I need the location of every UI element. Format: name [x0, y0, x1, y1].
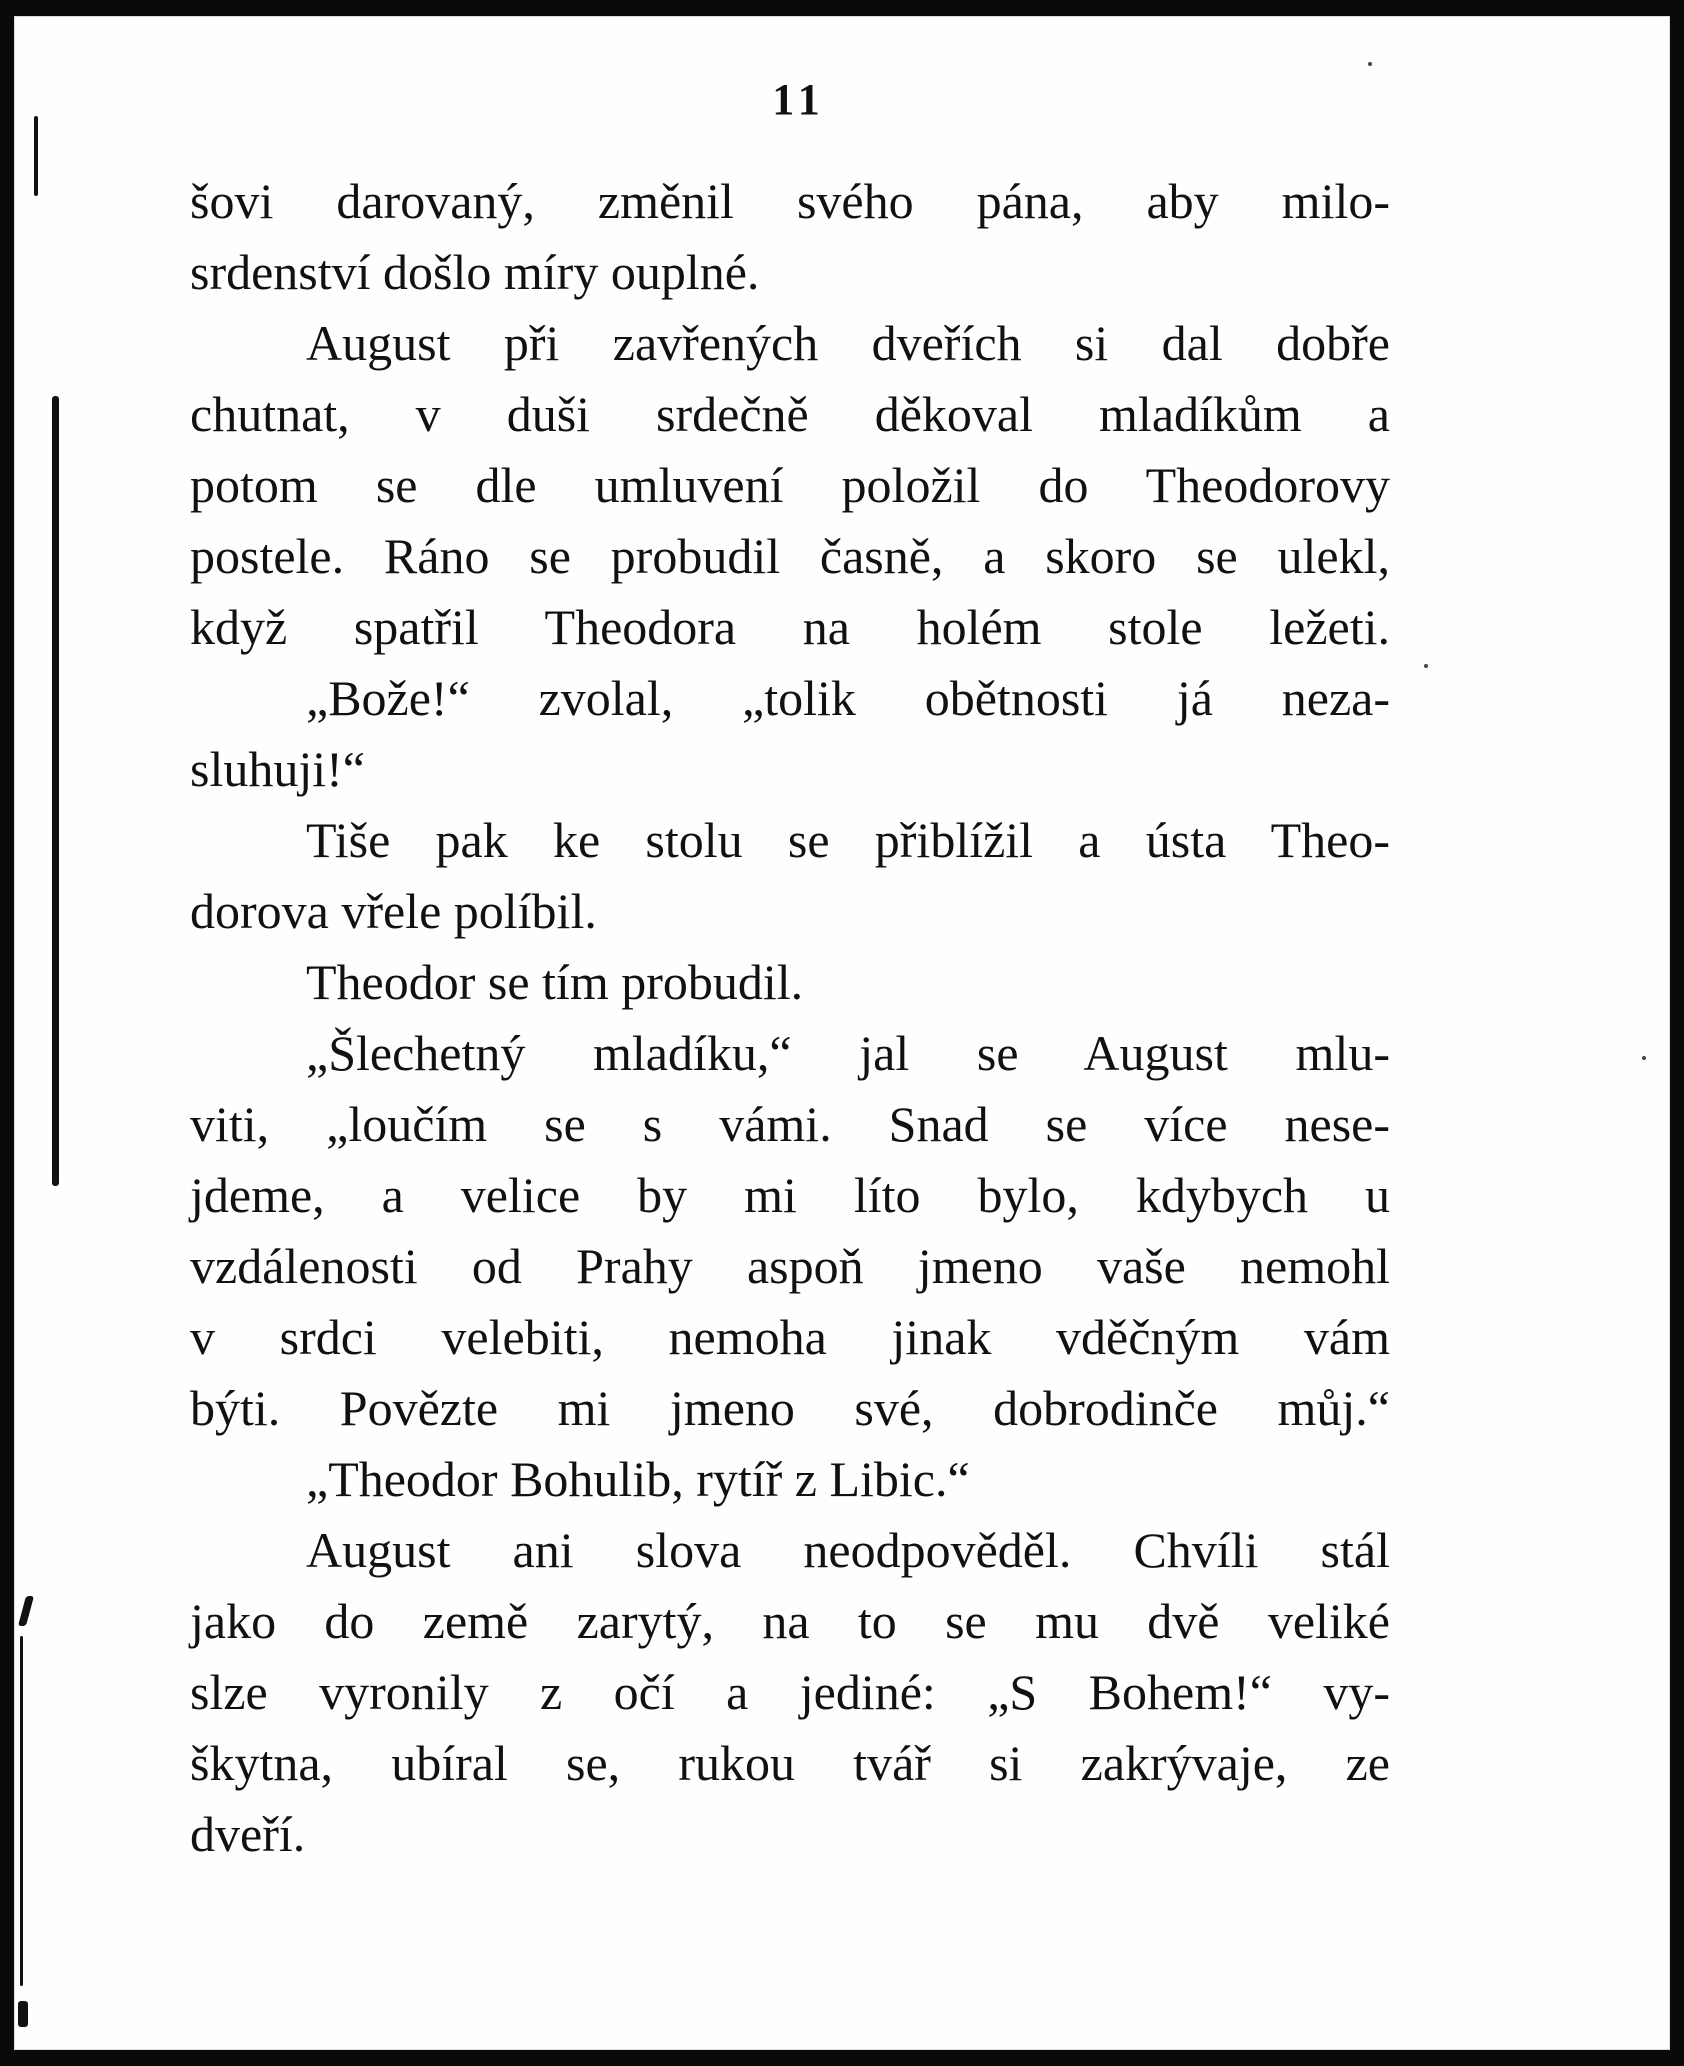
paper-speck: [1424, 664, 1428, 668]
gutter-shadow: [52, 396, 59, 1186]
text-line: srdenství došlo míry ouplné.: [190, 244, 760, 300]
book-page: [14, 16, 1670, 2050]
page-number: 11: [772, 75, 826, 124]
text-line: dveří.: [190, 1806, 306, 1862]
text-line: chutnat, v duši srdečně děkoval mladíkům a: [190, 386, 1390, 442]
text-line: v srdci velebiti, nemoha jinak vděčným vám: [190, 1309, 1390, 1365]
text-line: slze vyronily z očí a jediné: „S Bohem!“ vy-: [190, 1664, 1390, 1720]
text-line: Theodor se tím probudil.: [306, 954, 804, 1010]
text-line: šovi darovaný, změnil svého pána, aby milo-: [190, 173, 1390, 229]
text-line: „Bože!“ zvolal, „tolik obětnosti já neza-: [306, 670, 1390, 726]
text-line: sluhuji!“: [190, 741, 365, 797]
text-line: August při zavřených dveřích si dal dobře: [306, 315, 1390, 371]
text-line: „Theodor Bohulib, rytíř z Libic.“: [306, 1451, 970, 1507]
gutter-mark: [20, 1636, 23, 1986]
paper-speck: [1368, 62, 1372, 66]
text-line: „Šlechetný mladíku,“ jal se August mlu-: [306, 1025, 1390, 1081]
gutter-mark: [18, 1596, 34, 1626]
text-line: škytna, ubíral se, rukou tvář si zakrývaje, ze: [190, 1735, 1390, 1791]
text-line: postele. Ráno se probudil časně, a skoro se ulekl,: [190, 528, 1390, 584]
text-line: dorova vřele políbil.: [190, 883, 597, 939]
gutter-mark: [34, 116, 38, 196]
text-line: jako do země zarytý, na to se mu dvě veliké: [190, 1593, 1390, 1649]
text-line: Tiše pak ke stolu se přiblížil a ústa Theo-: [306, 812, 1390, 868]
paper-speck: [1642, 1056, 1646, 1060]
gutter-mark: [18, 2001, 28, 2027]
body-text: [190, 166, 1390, 1870]
text-line: býti. Povězte mi jmeno své, dobrodinče můj.“: [190, 1380, 1390, 1436]
text-line: August ani slova neodpověděl. Chvíli stál: [306, 1522, 1390, 1578]
text-line: když spatřil Theodora na holém stole ležeti.: [190, 599, 1390, 655]
text-line: vzdálenosti od Prahy aspoň jmeno vaše nemohl: [190, 1238, 1390, 1294]
text-line: jdeme, a velice by mi líto bylo, kdybych u: [190, 1167, 1390, 1223]
text-line: viti, „loučím se s vámi. Snad se více nese-: [190, 1096, 1390, 1152]
text-line: potom se dle umluvení položil do Theodorovy: [190, 457, 1390, 513]
